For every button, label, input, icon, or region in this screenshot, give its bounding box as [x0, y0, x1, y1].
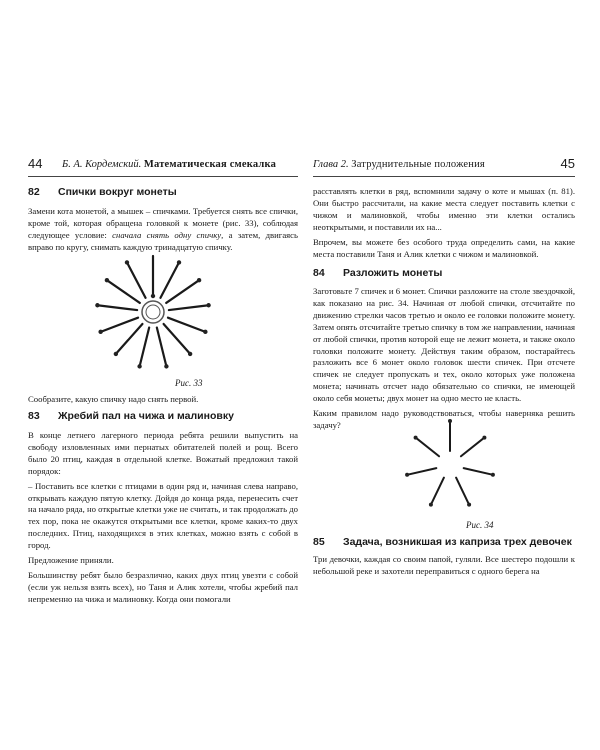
- match-head: [137, 364, 141, 368]
- right-header-rule: [313, 176, 575, 177]
- match-head: [448, 419, 452, 423]
- problem-85-number: 85: [313, 536, 325, 548]
- problem-83-number: 83: [28, 410, 40, 422]
- match-stick: [101, 318, 138, 332]
- problem-82-number: 82: [28, 186, 40, 198]
- match-head: [203, 330, 207, 334]
- problem-84-title: [313, 267, 575, 279]
- header-chapter: Глава 2.: [313, 159, 349, 170]
- match-stick: [464, 468, 493, 475]
- right-page-header: [313, 158, 575, 176]
- match-stick: [169, 305, 209, 310]
- match-head: [164, 364, 168, 368]
- problem-82-text: Замени кота монетой, а мышек – спичками. Требуется снять все спички, кроме той, которая обращена головкой к монете (рис. 33), соблюдая следующее условие: сначала снять одну спичку, а затем, двигаясь вправо по кругу, снимать каждую тринадцатую спичку.: [28, 206, 298, 252]
- match-stick: [107, 280, 140, 303]
- right-header-text: [313, 159, 485, 170]
- match-head: [125, 260, 129, 264]
- match-head: [98, 330, 102, 334]
- match-stick: [168, 318, 205, 332]
- problem-82-question: Сообразите, какую спичку надо снять первой.: [28, 394, 199, 404]
- match-head: [467, 503, 471, 507]
- problem-83-heading: Жребий пал на чижа и малиновку: [58, 410, 234, 422]
- match-head: [188, 352, 192, 356]
- right-page-number: 45: [560, 156, 575, 171]
- figure-33-matches-around-coin: [93, 255, 213, 370]
- problem-83-text: В конце летнего лагерного периода ребята решили выпустить на свободу изловленных ими пернатых обитателей полей и рощ. Всего было 20 птиц, каждая в отдельной клетке. Вожатый предложил такой порядок: – Поставить все клетки с птицами в один ряд и, начиная слева направо, открывать каждую пятую клетку. Дойдя до конца ряда, перенесить счет на начало ряда, но открытые клетки уже не считать, и так продолжать до тех пор, пока не окажутся открытыми все клетки, кроме каких-то двух последних. Птиц, находящихся в этих клетках, можно взять с собой в город. Предложение приняли. Большинству ребят было безразлично, каких двух птиц увезти с собой (если уж нельзя взять всех), но Таня и Алик хотели, чтобы жребий пал непременно на чижа и малиновку. Когда они помогали: [28, 430, 298, 604]
- match-head: [429, 503, 433, 507]
- match-head: [114, 352, 118, 356]
- match-stick: [416, 438, 439, 457]
- match-head: [151, 294, 155, 298]
- header-book-title: Математическая смекалка: [143, 159, 277, 170]
- match-stick: [116, 324, 143, 354]
- match-stick: [407, 468, 436, 475]
- header-chapter-title: Затруднительные положения: [351, 159, 485, 170]
- problem-84-number: 84: [313, 267, 325, 279]
- problem-85-text: Три девочки, каждая со своим папой, гуляли. Все шестеро подошли к небольшой реке и захотели переправиться с одного берега на: [313, 554, 575, 576]
- header-author: Б. А. Кордемский.: [62, 159, 142, 170]
- problem-84-heading: Разложить монеты: [343, 267, 443, 279]
- figure-34-match-star: [390, 420, 510, 510]
- problem-83-continuation: расставлять клетки в ряд, вспомнили задачу о коте и мышах (п. 81). Они быстро рассчитали, на какие места следует поставить клетки с чижом и малиновкой, чтобы именно эти клетки остались неоткрытыми, и поставили их на... Впрочем, вы можете без особого труда определить сами, на какие места поставили Таня и Алик клетки с чижом и малиновкой.: [313, 186, 575, 259]
- match-head: [105, 278, 109, 282]
- left-page-number: 44: [28, 156, 43, 171]
- match-head: [177, 260, 181, 264]
- problem-85-title: [313, 536, 575, 548]
- match-stick: [160, 262, 179, 297]
- match-stick: [127, 262, 146, 297]
- problem-82-title: [28, 186, 298, 198]
- match-head: [482, 436, 486, 440]
- coin-icon: [142, 301, 164, 323]
- figure-33-caption: Рис. 33: [175, 378, 203, 388]
- problem-84-text: Заготовьте 7 спичек и 6 монет. Спички разложите на столе звездочкой, как показано на рис. 34. Начиная от любой спички, отсчитайте по движению стрелки часов третью и около ее головки положите монету. Затем опять отсчитайте третью спичку в том же направлении, начиная от любой спички, против которой еще не лежит монета, и также около головки положите монету. Действуя таким образом, постарайтесь разложить все 6 монет около головок шести спичек. При отсчете спичек не следует пропускать и тех, около которых уже положена монета; начинать отсчет надо обязательно со спички, не имеющей около себя монеты; двух монет на одно место не класть. Каким правилом надо руководствоваться, чтобы наверняка решить задачу?: [313, 286, 575, 430]
- match-stick: [461, 438, 484, 457]
- problem-85-heading: Задача, возникшая из каприза трех девочек: [343, 536, 572, 548]
- match-stick: [166, 280, 199, 303]
- left-page-header: [28, 158, 298, 176]
- match-stick: [97, 305, 137, 310]
- match-head: [414, 436, 418, 440]
- match-head: [405, 473, 409, 477]
- match-head: [206, 303, 210, 307]
- match-stick: [140, 328, 150, 367]
- left-header-rule: [28, 176, 298, 177]
- match-stick: [157, 328, 167, 367]
- problem-82-heading: Спички вокруг монеты: [58, 186, 177, 198]
- match-head: [491, 473, 495, 477]
- match-stick: [431, 478, 444, 505]
- match-stick: [164, 324, 191, 354]
- match-stick: [456, 478, 469, 505]
- problem-83-title: [28, 410, 298, 422]
- match-head: [95, 303, 99, 307]
- left-header-text: [62, 159, 276, 170]
- figure-34-caption: Рис. 34: [466, 520, 494, 530]
- match-head: [197, 278, 201, 282]
